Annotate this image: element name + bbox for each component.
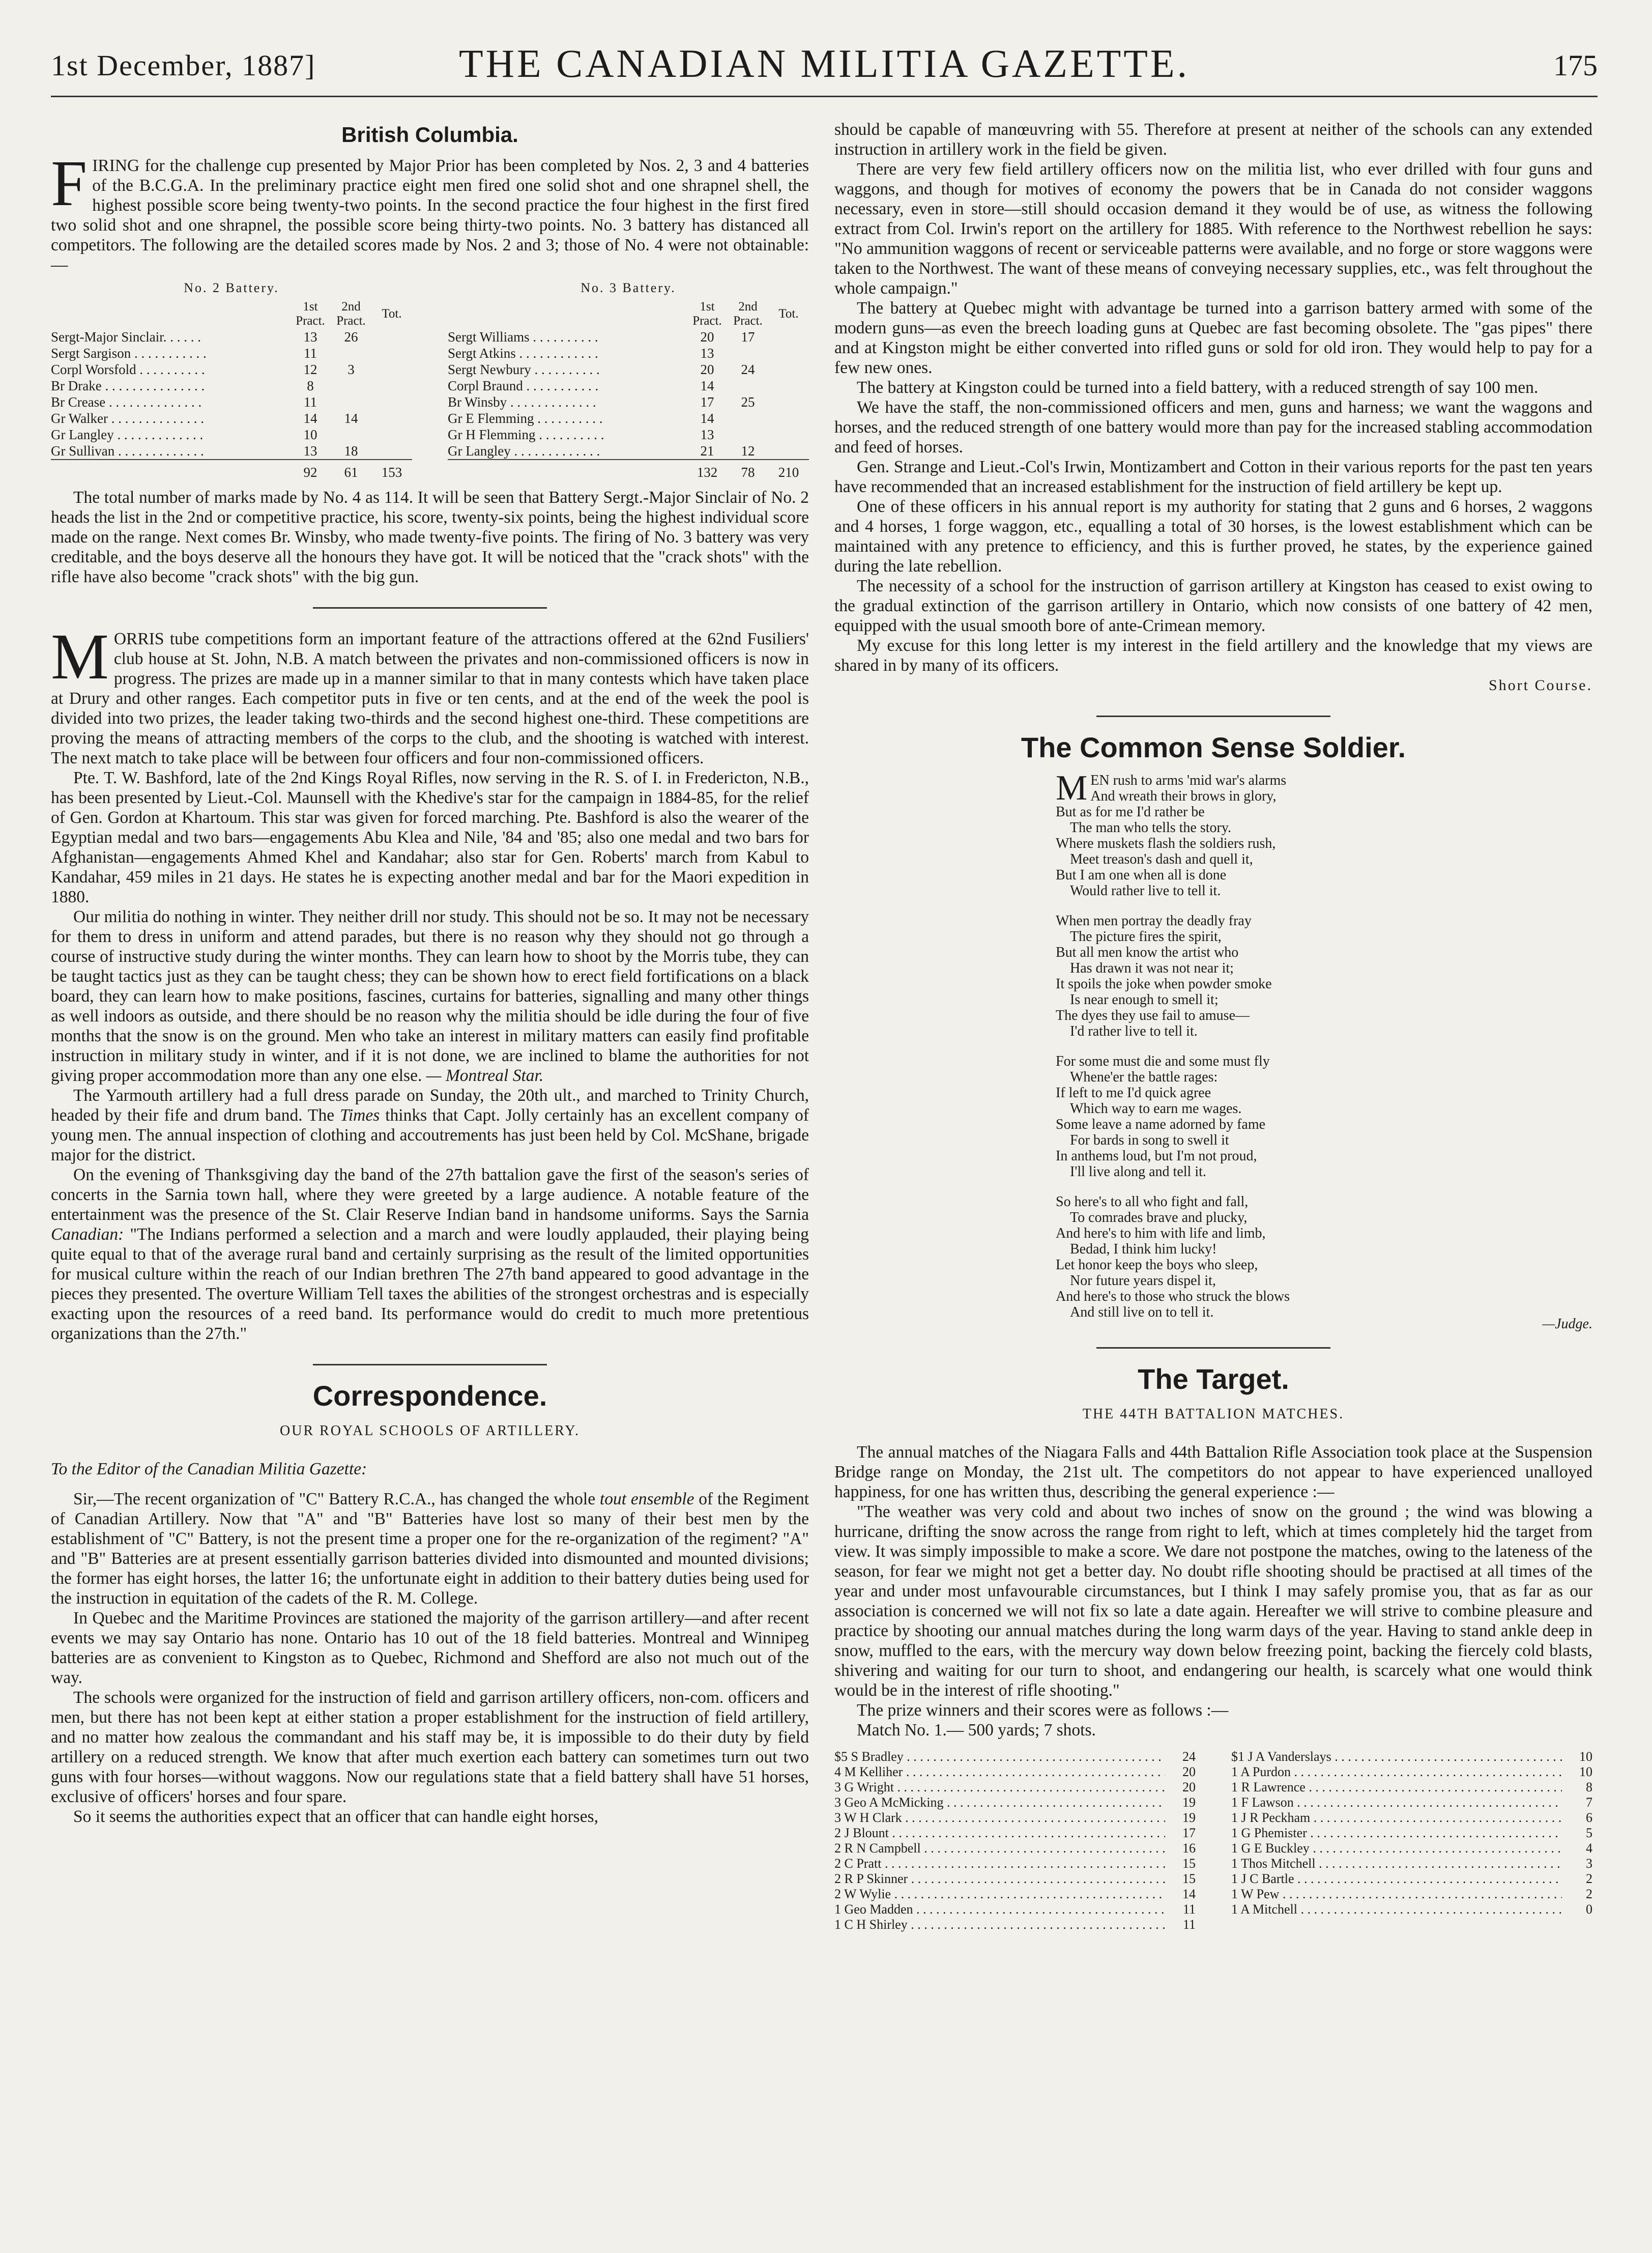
- score-row: [51, 361, 412, 378]
- letter-salutation: To the Editor of the Canadian Militia Gazette:: [51, 1460, 367, 1478]
- prize-winner: 2 R N Campbell . . .: [834, 1841, 1165, 1856]
- prize-row: [1231, 1810, 1592, 1826]
- score-row: [51, 443, 412, 460]
- prize-score: 10: [1579, 1764, 1592, 1779]
- poem-line: For some must die and some must fly: [1056, 1053, 1270, 1069]
- poem-line: Has drawn it was not near it;: [1070, 960, 1234, 976]
- prize-row: [834, 1871, 1196, 1887]
- letter-signature: Short Course.: [1489, 677, 1592, 694]
- prize-winner: 4 M Kelliher . . .: [834, 1764, 1165, 1780]
- poem-stanza: [1056, 1194, 1371, 1320]
- score-cell: 11: [304, 346, 317, 361]
- score-cell: 11: [304, 394, 317, 410]
- prize-score: 5: [1586, 1826, 1592, 1840]
- bc-paragraph: The total number of marks made by No. 4 as 114. It will be seen that Battery Sergt.-Major Sinclair of No. 2 heads the list in the 2nd or competitive practice, his score, twenty-six points, being the highest individual score made on the range. Next comes Br. Winsby, who made twenty-five points. The firing of No. 3 battery was very creditable, and the boys deserve all the honours they have got. It will be noticed that the "crack shots" with the rifle have also become "crack shots" with the big gun.: [51, 488, 809, 586]
- target-quote: "The weather was very cold and about two inches of snow on the ground ; the wind was blowing a hurricane, drifting the snow across the range from right to left, which at times completely hid the target from view. It was simply impossible to make a score. We dare not postpone the matches, owing to the lateness of the season, for fear we might not get a better day. No doubt rifle shooting should be practised at all times of the year and under most unfavourable circumstances, but I think I may safely promise you, that as far as our association is concerned we will not fix so late a date again. Hereafter we will strive to combine pleasure and practice by shooting our annual matches during the long warm days of the year. Having to stand ankle deep in snow, muffled to the ears, with the mercury way down below freezing point, backing the fiercely cold blasts, shivering and waiting for our turn to shoot, and endangering our health, is scarcely what one would think would be in the interest of rifle shooting.": [834, 1502, 1592, 1700]
- poem-line: But all men know the artist who: [1056, 945, 1239, 960]
- gunner-name: Br Crease . . . . . . . . . . . . . .: [51, 394, 202, 410]
- score-cell: 17: [741, 329, 755, 345]
- letter-paragraph: The battery at Kingston could be turned into a field battery, with a reduced strength of say 100 men.: [857, 378, 1539, 397]
- letter-paragraph: One of these officers in his annual report is my authority for stating that 2 guns and 6 horses, 2 waggons and 4 horses, 1 forge waggon, etc., equalling a total of 30 horses, is the lowest establishment which can be maintained with any pretence to efficiency, and this is further proved, he states, by the experience gained during the late rebellion.: [834, 497, 1592, 576]
- score-cell: 14: [303, 411, 317, 426]
- prize-score: 14: [1182, 1887, 1196, 1901]
- header-rule: [51, 96, 1598, 97]
- prize-winner: 1 G E Buckley . . .: [1231, 1841, 1562, 1856]
- prize-score: 20: [1182, 1764, 1196, 1779]
- prize-score: 11: [1182, 1917, 1196, 1932]
- letter-paragraph: There are very few field artillery officers now on the militia list, who ever drilled with four guns and waggons, and though for motives of economy the powers that be in Canada do not consider waggons necessary, even in store—still should occasion demand it they would be of use, as witness the following extract from Col. Irwin's report on the artillery for 1885. With reference to the Northwest rebellion he says: "No ammunition waggons of recent or serviceable patterns were available, and no forge or store waggons were taken to the Northwest. The want of these means of conveying necessary supplies, etc., was felt throughout the whole campaign.": [834, 160, 1592, 298]
- prize-score: 19: [1182, 1810, 1196, 1825]
- poem-line: Which way to earn me wages.: [1070, 1101, 1242, 1117]
- prize-score: 15: [1182, 1856, 1196, 1871]
- gunner-name: Corpl Braund . . . . . . . . . . .: [448, 378, 599, 393]
- score-row: [448, 329, 809, 345]
- prize-row: [1231, 1856, 1592, 1871]
- prize-row: [1231, 1764, 1592, 1780]
- prize-winner: 1 F Lawson . . .: [1231, 1795, 1562, 1810]
- gunner-name: Gr E Flemming . . . . . . . . . .: [448, 411, 603, 426]
- score-row: [448, 426, 809, 443]
- poem-line: Is near enough to smell it;: [1070, 992, 1219, 1008]
- letter-paragraph: We have the staff, the non-commissioned officers and men, guns and harness; we want the waggons and horses, and the reduced strength of one battery would more than pay for the increased stabling accommodation and feed of horses.: [834, 398, 1592, 457]
- prize-score: 10: [1579, 1749, 1592, 1764]
- poem-stanza: [1056, 768, 1371, 899]
- score-cell: 13: [303, 443, 317, 459]
- gunner-name: Br Drake . . . . . . . . . . . . . . .: [51, 378, 205, 393]
- score-cell: [371, 426, 412, 443]
- prize-row: [834, 1902, 1196, 1917]
- prize-winner: 1 Thos Mitchell . . .: [1231, 1856, 1562, 1871]
- letter-paragraph: The battery at Quebec might with advantage be turned into a garrison battery armed with some of the modern guns—as even the breech loading guns at Quebec are fast becoming obsolete. The "gas pipes" there and at Kingston might be either converted into rifled guns or sold for old iron. They would help to pay for a few new ones.: [834, 299, 1592, 377]
- score-row: [448, 394, 809, 410]
- score-cell: [371, 443, 412, 460]
- prize-score: 2: [1586, 1871, 1592, 1886]
- prize-row: [834, 1749, 1196, 1764]
- score-cell: [371, 345, 412, 361]
- prize-winner: 2 W Wylie . . .: [834, 1887, 1165, 1902]
- poem-line: The man who tells the story.: [1070, 820, 1232, 836]
- prize-winner: 2 J Blount . . .: [834, 1826, 1165, 1841]
- prize-score: 11: [1182, 1902, 1196, 1917]
- right-column: [834, 120, 1592, 1932]
- score-cell: 12: [741, 443, 755, 459]
- prize-score: 15: [1182, 1871, 1196, 1886]
- score-cell: 14: [344, 411, 358, 426]
- winter-paragraph: Our militia do nothing in winter. They neither drill nor study. This should not be so. It may not be necessary for them to dress in uniform and attend parades, but there is no reason why they should not go through a course of instructive study during the winter months. They can learn how to shoot by the Morris tube, they can be taught tactics just as they can be taught chess; they can be shown how to erect field fortifications on a black board, they can learn how to make positions, fascines, curtains for batteries, signalling and many other things as well indoors as outside, and there should be no reason why the militia should be idle during the four of five months that the snow is on the ground. Men who take an interest in military matters can easily find profitable instruction in military study in winter, and if it is not done, we are inclined to blame the authorities for not giving proper accommodation more than any one else. — Montreal Star.: [51, 907, 809, 1085]
- page-header: [51, 20, 1598, 97]
- gunner-name: Gr H Flemming . . . . . . . . . .: [448, 427, 604, 442]
- section-rule: [1096, 716, 1330, 717]
- prize-row: [834, 1780, 1196, 1795]
- poem-line: Nor future years dispel it,: [1070, 1273, 1216, 1289]
- prize-winner: 1 C H Shirley . . .: [834, 1917, 1165, 1932]
- score-cell: [331, 345, 371, 361]
- prize-winner: $1 J A Vanderslays . . .: [1231, 1749, 1562, 1764]
- prize-row: [834, 1810, 1196, 1826]
- poem-line: Whene'er the battle rages:: [1070, 1069, 1218, 1085]
- gunner-name: Sergt Atkins . . . . . . . . . . . .: [448, 346, 598, 361]
- prize-score: 3: [1586, 1856, 1592, 1871]
- score-row: [448, 361, 809, 378]
- poem-line: When men portray the deadly fray: [1056, 913, 1252, 929]
- score-row: [448, 345, 809, 361]
- score-cell: 25: [741, 394, 755, 410]
- letter-paragraph: The schools were organized for the instruction of field and garrison artillery officers, non-com. officers and men, but there has not been kept at either station a proper establishment for the instruction of field artillery, and no matter how zealous the commandant and his staff may be, it is impossible to do their duty by field artillery on a reduced strength. We know that after much exertion each battery can sometimes turn out two guns with four horses—without waggons. Now our regulations state that a field battery shall have 51 horses, exclusive of officers' horses and four spare.: [51, 1688, 809, 1806]
- battery-2-table: No. 2 Battery. 1st Pract. 2nd Pract. Tot. Sergt-Major Sinclair. . . . . . 13 26 Sergt Sargison . . . . . . . . . . . 11 Corpl Worsfold . . . . . . . . . . 12 3 Br Drake . . . . . . . . . . . . . . . 8 Br Crease . . . . . . . . . . . . . . 11 Gr Walker . . . . . . . . . . . . . . 14 14 Gr Langley . . . . . . . . . . . . . 10 Gr Sullivan . . . . . . . . . . . . . 13 18 92 61 153: [51, 280, 412, 480]
- battery-3-table: No. 3 Battery. 1st Pract. 2nd Pract. Tot. Sergt Williams . . . . . . . . . . 20 17 Sergt Atkins . . . . . . . . . . . . 13 Sergt Newbury . . . . . . . . . . 20 24 Corpl Braund . . . . . . . . . . . 14 Br Winsby . . . . . . . . . . . . . 17 25 Gr E Flemming . . . . . . . . . . 14 Gr H Flemming . . . . . . . . . . 13 Gr Langley . . . . . . . . . . . . . 21 12 132 78 210: [448, 280, 809, 480]
- poem-line: And still live on to tell it.: [1070, 1304, 1214, 1320]
- bashford-paragraph: Pte. T. W. Bashford, late of the 2nd Kings Royal Rifles, now serving in the R. S. of I. in Fredericton, N.B., has been presented by Lieut.-Col. Maunsell with the Khedive's star for the campaign in 1884-85, for the relief of Gen. Gordon at Khartoum. This star was given for forced marching. Pte. Bashford is also the wearer of the Egyptian medal and two bars—engagements Abu Klea and Nile, '84 and '85; also one medal and two bars for Afghanistan—engagements Ahmed Khel and Kandahar; also star for Gen. Roberts' march from Kabul to Kandahar, 459 miles in 21 days. He states he is expecting another medal and bar for the Maori expedition in 1880.: [51, 768, 809, 906]
- score-cell: [728, 426, 768, 443]
- poem-stanza: [1056, 913, 1371, 1039]
- drop-cap: M: [1056, 768, 1088, 808]
- prize-score: 8: [1586, 1780, 1592, 1794]
- poem-line: In anthems loud, but I'm not proud,: [1056, 1148, 1257, 1164]
- score-cell: 17: [700, 394, 714, 410]
- prize-row: [1231, 1841, 1592, 1856]
- score-cell: [371, 394, 412, 410]
- gunner-name: Sergt Newbury . . . . . . . . . .: [448, 362, 600, 377]
- letter-paragraph: In Quebec and the Maritime Provinces are stationed the majority of the garrison artillery—and after recent events we may say Ontario has none. Ontario has 10 out of the 18 field batteries. Montreal and Winnipeg batteries are as convenient to Kingston as to Quebec, Richmond and Shefford are also not much out of the way.: [51, 1609, 809, 1687]
- prize-row: [834, 1795, 1196, 1810]
- score-cell: [768, 345, 809, 361]
- battery-scores: [51, 280, 809, 480]
- score-cell: 21: [700, 443, 714, 459]
- prize-winner: 1 R Lawrence . . .: [1231, 1780, 1562, 1795]
- poem-line: To comrades brave and plucky,: [1070, 1210, 1248, 1225]
- score-cell: [768, 329, 809, 345]
- poem-line: For bards in song to swell it: [1070, 1132, 1229, 1148]
- poem-line: Some leave a name adorned by fame: [1056, 1117, 1266, 1132]
- poem-line: And here's to him with life and limb,: [1056, 1225, 1266, 1241]
- prize-score: 16: [1182, 1841, 1196, 1856]
- poem-line: Meet treason's dash and quell it,: [1070, 851, 1253, 867]
- gunner-name: Sergt Williams . . . . . . . . . .: [448, 329, 598, 345]
- issue-date: 1st December, 1887]: [51, 49, 316, 82]
- section-rule: [1096, 1347, 1330, 1349]
- score-cell: 10: [303, 427, 317, 442]
- poem-body: [1056, 768, 1371, 1320]
- prize-winner: 1 W Pew . . .: [1231, 1887, 1562, 1902]
- poem-line: And here's to those who struck the blows: [1056, 1289, 1290, 1304]
- prize-row: [1231, 1749, 1592, 1764]
- gunner-name: Sergt Sargison . . . . . . . . . . .: [51, 346, 207, 361]
- prize-score: 0: [1586, 1902, 1592, 1917]
- score-cell: [768, 361, 809, 378]
- target-heading: The Target.: [1138, 1363, 1289, 1395]
- poem-stanza: [1056, 1053, 1371, 1180]
- prize-row: [1231, 1887, 1592, 1902]
- bc-heading: British Columbia.: [341, 123, 518, 147]
- poem-line: And wreath their brows in glory,: [1090, 788, 1277, 804]
- match-title: Match No. 1.— 500 yards; 7 shots.: [857, 1721, 1096, 1739]
- letter-paragraph: So it seems the authorities expect that an officer that can handle eight horses,: [73, 1807, 598, 1826]
- score-cell: [728, 410, 768, 426]
- left-column: [51, 120, 809, 1827]
- poem-line: The picture fires the spirit,: [1070, 929, 1222, 945]
- prize-winner: $5 S Bradley . . .: [834, 1749, 1165, 1764]
- prize-row: [834, 1764, 1196, 1780]
- score-cell: [768, 410, 809, 426]
- source-credit: — Montreal Star.: [426, 1066, 544, 1085]
- prize-row: [834, 1856, 1196, 1871]
- prize-winner: 1 A Purdon . . .: [1231, 1764, 1562, 1780]
- poem-line: I'll live along and tell it.: [1070, 1164, 1206, 1180]
- thanksgiving-paragraph: On the evening of Thanksgiving day the band of the 27th battalion gave the first of the season's series of concerts in the Sarnia town hall, where they were greeted by a large audience. A notable feature of the entertainment was the presence of the St. Clair Reserve Indian band in handsome uniforms. Says the Sarnia Canadian: "The Indians performed a selection and a march and were loudly applauded, their playing being quite equal to that of the average rural band and certainly surprising as the result of the limited opportunities for musical culture within the reach of our Indian brethren The 27th band appeared to good advantage in the pieces they presented. The overture William Tell taxes the abilities of the strongest orchestras and is especially exacting upon the resources of a reed band. Its performance would do credit to much more pretentious organizations than the 27th.": [51, 1165, 809, 1343]
- score-row: [51, 329, 412, 345]
- prize-row: [1231, 1871, 1592, 1887]
- letter-paragraph: should be capable of manœuvring with 55. Therefore at present at neither of the schools can any extended instruction in artillery work in the field be given.: [834, 120, 1592, 159]
- letter-title: OUR ROYAL SCHOOLS OF ARTILLERY.: [280, 1423, 580, 1439]
- prize-row: [834, 1917, 1196, 1932]
- prize-score: 19: [1182, 1795, 1196, 1810]
- poem-line: Would rather live to tell it.: [1070, 883, 1221, 899]
- poem-line: Bedad, I think him lucky!: [1070, 1241, 1217, 1257]
- poem-line: But I am one when all is done: [1056, 867, 1227, 883]
- prize-winner: 2 C Pratt . . .: [834, 1856, 1165, 1871]
- score-row: [51, 378, 412, 394]
- poem-line: I'd rather live to tell it.: [1070, 1023, 1198, 1039]
- publication-title: THE CANADIAN MILITIA GAZETTE.: [458, 41, 1190, 85]
- score-row: [51, 410, 412, 426]
- prize-row: [834, 1841, 1196, 1856]
- score-cell: [371, 410, 412, 426]
- prize-winner: 3 G Wright . . .: [834, 1780, 1165, 1795]
- gunner-name: Gr Langley . . . . . . . . . . . . .: [51, 427, 204, 442]
- score-row: [51, 426, 412, 443]
- score-cell: 18: [344, 443, 358, 459]
- target-subheading: THE 44TH BATTALION MATCHES.: [1082, 1406, 1345, 1422]
- target-paragraph: The annual matches of the Niagara Falls and 44th Battalion Rifle Association took place at the Suspension Bridge range on Monday, the 21st ult. The competitors do not appear to have experienced unalloyed happiness, for one has written thus, describing the general experience :—: [834, 1443, 1592, 1501]
- score-cell: 14: [700, 378, 714, 393]
- gunner-name: Br Winsby . . . . . . . . . . . . .: [448, 394, 596, 410]
- score-cell: [371, 378, 412, 394]
- prize-column: [1231, 1749, 1592, 1932]
- score-row: [448, 378, 809, 394]
- poem-line: MEN rush to arms 'mid war's alarms: [1056, 768, 1287, 808]
- poem-line: If left to me I'd quick agree: [1056, 1085, 1211, 1101]
- prize-winner: 1 G Phemister . . .: [1231, 1826, 1562, 1841]
- gunner-name: Gr Langley . . . . . . . . . . . . .: [448, 443, 600, 459]
- prize-winner: 2 R P Skinner . . .: [834, 1871, 1165, 1887]
- score-row: [448, 410, 809, 426]
- score-cell: 12: [303, 362, 317, 377]
- letter-paragraph: Sir,—The recent organization of "C" Battery R.C.A., has changed the whole tout ensemble of the Regiment of Canadian Artillery. Now that "A" and "B" Batteries have lost so many of their best men by the establishment of "C" Battery, is not the present time a proper one for the re-organization of the regiment? "A" and "B" Batteries are at present essentially garrison batteries divided into dismounted and mounted divisions; the former has eight horses, the latter 16; the unfortunate eight in addition to their battery duties being used for the instruction in equitation of the cadets of the R. M. College.: [51, 1490, 809, 1608]
- battery-total-row: 132 78 210: [448, 460, 809, 480]
- gunner-name: Corpl Worsfold . . . . . . . . . .: [51, 362, 205, 377]
- target-paragraph: The prize winners and their scores were as follows :—: [857, 1701, 1229, 1720]
- drop-cap: F: [51, 147, 88, 219]
- morris-paragraph: MORRIS tube competitions form an important feature of the attractions offered at the 62nd Fusiliers' club house at St. John, N.B. A match between the privates and non-commissioned officers is now in progress. The prizes are made up in a manner similar to that in many contests which have taken place at Drury and other ranges. Each competitor puts in five or ten cents, and at the end of the week the pool is divided into two prizes, the leader taking two-thirds and the second highest one-third. These competitions are proving the means of attracting members of the corps to the club, and the shooting is watched with interest. The next match to take place will be between four officers and four non-commissioned officers.: [51, 620, 809, 767]
- score-cell: 8: [307, 378, 314, 393]
- poem-line: It spoils the joke when powder smoke: [1056, 976, 1272, 992]
- prize-row: [834, 1887, 1196, 1902]
- score-cell: 13: [303, 329, 317, 345]
- prize-score: 6: [1586, 1810, 1592, 1825]
- gunner-name: Gr Sullivan . . . . . . . . . . . . .: [51, 443, 204, 459]
- battery-title: No. 2 Battery.: [184, 280, 279, 295]
- correspondence-heading: Correspondence.: [312, 1380, 547, 1412]
- prize-winner: 1 Geo Madden . . .: [834, 1902, 1165, 1917]
- score-row: [51, 394, 412, 410]
- score-row: [448, 443, 809, 460]
- score-cell: 24: [741, 362, 755, 377]
- score-cell: [728, 345, 768, 361]
- score-cell: [331, 426, 371, 443]
- score-cell: [768, 426, 809, 443]
- score-cell: 14: [700, 411, 714, 426]
- poem-line: The dyes they use fail to amuse—: [1056, 1008, 1250, 1023]
- score-row: [51, 345, 412, 361]
- score-cell: [331, 378, 371, 394]
- drop-cap: M: [51, 620, 109, 693]
- gunner-name: Gr Walker . . . . . . . . . . . . . .: [51, 411, 205, 426]
- prize-winner: 3 W H Clark . . .: [834, 1810, 1165, 1826]
- score-cell: [331, 394, 371, 410]
- letter-paragraph: The necessity of a school for the instruction of garrison artillery at Kingston has ceased to exist owing to the gradual extinction of the garrison artillery in Ontario, which now consists of one battery of 42 men, equipped with the usual smooth bore of ante-Crimean memory.: [834, 577, 1592, 635]
- poem-line: Where muskets flash the soldiers rush,: [1056, 836, 1276, 851]
- poem-line: But as for me I'd rather be: [1056, 804, 1205, 820]
- battery-total-row: 92 61 153: [51, 460, 412, 480]
- page-number: 175: [1553, 49, 1598, 82]
- prize-row: [1231, 1902, 1592, 1917]
- score-cell: [768, 394, 809, 410]
- section-rule: [313, 1364, 547, 1365]
- prize-score: 4: [1586, 1841, 1592, 1856]
- yarmouth-paragraph: The Yarmouth artillery had a full dress parade on Sunday, the 20th ult., and marched to Trinity Church, headed by their fife and drum band. The Times thinks that Capt. Jolly certainly has an excellent company of young men. The annual inspection of clothing and accoutrements has just been held by Col. McShane, brigade major for the district.: [51, 1086, 809, 1164]
- poem-line: Let honor keep the boys who sleep,: [1056, 1257, 1258, 1273]
- score-cell: 13: [700, 427, 714, 442]
- poem-line: So here's to all who fight and fall,: [1056, 1194, 1249, 1210]
- score-cell: 3: [347, 362, 355, 377]
- prize-row: [1231, 1826, 1592, 1841]
- prize-winner: 3 Geo A McMicking . . .: [834, 1795, 1165, 1810]
- section-rule: [313, 607, 547, 609]
- prize-score: 17: [1182, 1826, 1196, 1840]
- score-cell: [768, 378, 809, 394]
- prize-score: 2: [1586, 1887, 1592, 1901]
- score-cell: 20: [700, 329, 714, 345]
- score-cell: [371, 329, 412, 345]
- prize-row: [1231, 1780, 1592, 1795]
- gunner-name: Sergt-Major Sinclair. . . . . .: [51, 329, 201, 345]
- poem-heading: The Common Sense Soldier.: [1021, 731, 1406, 763]
- prize-row: [1231, 1795, 1592, 1810]
- prize-winner: 1 J C Bartle . . .: [1231, 1871, 1562, 1887]
- prize-winner: 1 A Mitchell . . .: [1231, 1902, 1562, 1917]
- poem-signature: —Judge.: [1542, 1316, 1592, 1332]
- battery-title: No. 3 Battery.: [581, 280, 676, 295]
- score-cell: 20: [700, 362, 714, 377]
- prize-score: 20: [1182, 1780, 1196, 1794]
- prize-winner: 1 J R Peckham . . .: [1231, 1810, 1562, 1826]
- score-cell: [728, 378, 768, 394]
- bc-paragraph: FIRING for the challenge cup presented by Major Prior has been completed by Nos. 2, 3 and 4 batteries of the B.C.G.A. In the preliminary practice eight men fired one solid shot and one shrapnel shell, the highest possible score being twenty-two points. In the second practice the four highest in the first fired two solid shot and one shrapnel, the possible score being thirty-two points. No. 3 battery has distanced all competitors. The following are the detailed scores made by Nos. 2 and 3; those of No. 4 were not obtainable:—: [51, 147, 809, 274]
- letter-paragraph: My excuse for this long letter is my interest in the field artillery and the knowledge that my views are shared in by many of its officers.: [834, 636, 1592, 675]
- prize-row: [834, 1826, 1196, 1841]
- prize-column: [834, 1749, 1196, 1932]
- prize-score: 7: [1586, 1795, 1592, 1810]
- score-cell: 26: [344, 329, 358, 345]
- letter-paragraph: Gen. Strange and Lieut.-Col's Irwin, Montizambert and Cotton in their various reports for the past ten years have recommended that an increased establishment for the instruction of field artillery be kept up.: [834, 458, 1592, 496]
- score-cell: 13: [700, 346, 714, 361]
- score-cell: [768, 443, 809, 460]
- prize-score: 24: [1182, 1749, 1196, 1764]
- score-cell: [371, 361, 412, 378]
- prize-list: [834, 1749, 1592, 1932]
